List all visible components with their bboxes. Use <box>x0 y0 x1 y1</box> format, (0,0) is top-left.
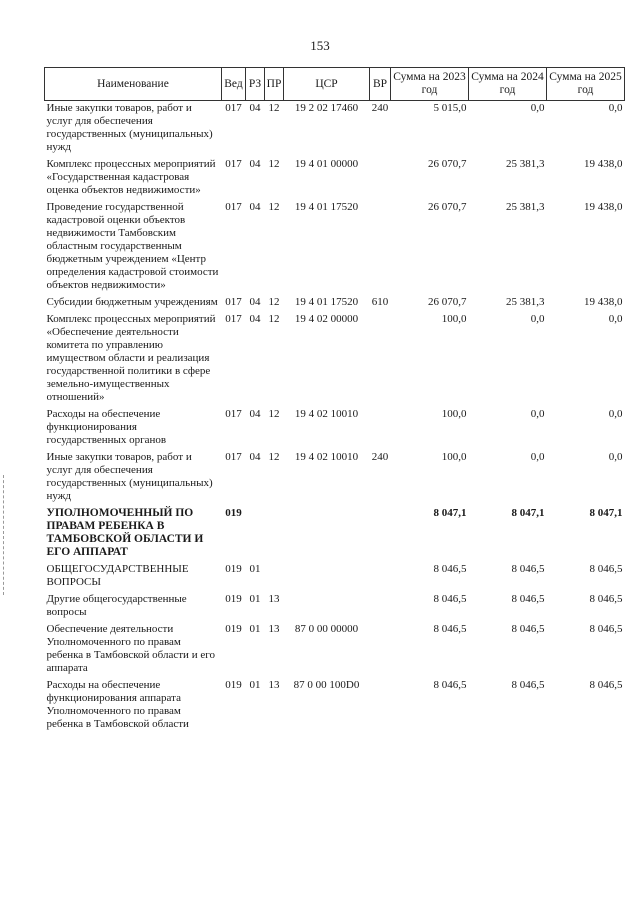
table-row <box>45 101 625 158</box>
cell-sum-2024: 0,0 <box>530 313 545 325</box>
cell-sum-2023: 100,0 <box>441 313 467 325</box>
cell-rz: 04 <box>249 296 261 308</box>
cell-sum-2023: 8 046,5 <box>433 593 467 605</box>
cell-vr <box>370 592 391 622</box>
cell-ved: 017 <box>225 313 242 325</box>
cell-vr: 240 <box>371 102 389 114</box>
cell-csr: 19 4 01 17520 <box>294 296 359 308</box>
cell-csr: 87 0 00 00000 <box>294 623 359 635</box>
cell-sum-2025: 0,0 <box>608 451 623 463</box>
cell-sum-2025: 0,0 <box>608 102 623 114</box>
cell-csr: 19 4 02 00000 <box>294 313 359 325</box>
table-row <box>45 157 625 200</box>
cell-ved: 019 <box>225 563 242 575</box>
cell-rz: 01 <box>249 593 261 605</box>
cell-sum-2025: 0,0 <box>608 313 623 325</box>
header-ved: Вед <box>222 68 246 101</box>
cell-rz: 04 <box>249 313 261 325</box>
cell-sum-2024: 0,0 <box>530 102 545 114</box>
cell-rz: 01 <box>249 623 261 635</box>
cell-sum-2023: 8 046,5 <box>433 679 467 691</box>
cell-sum-2024: 8 047,1 <box>511 507 545 519</box>
cell-pr: 12 <box>268 408 280 420</box>
header-sum-2023: Сумма на 2023 год <box>391 68 469 101</box>
cell-pr: 12 <box>268 451 280 463</box>
cell-csr <box>284 592 370 622</box>
cell-ved: 017 <box>225 201 242 213</box>
cell-sum-2023: 100,0 <box>441 451 467 463</box>
cell-name: Другие общегосударственные вопросы <box>46 593 187 618</box>
header-vr: ВР <box>370 68 391 101</box>
page-number: 153 <box>310 38 330 53</box>
cell-name: Иные закупки товаров, работ и услуг для обеспечения государственных (муниципальных) нужд <box>46 102 213 153</box>
cell-name: УПОЛНОМОЧЕННЫЙ ПО ПРАВАМ РЕБЕНКА В ТАМБОВСКОЙ ОБЛАСТИ И ЕГО АППАРАТ <box>46 507 204 558</box>
cell-ved: 019 <box>225 623 242 635</box>
cell-ved: 017 <box>225 451 242 463</box>
cell-ved: 019 <box>225 679 242 691</box>
cell-csr: 19 2 02 17460 <box>294 102 359 114</box>
cell-sum-2023: 8 046,5 <box>433 563 467 575</box>
cell-csr <box>284 562 370 592</box>
cell-sum-2023: 26 070,7 <box>428 201 467 213</box>
cell-sum-2024: 25 381,3 <box>506 158 545 170</box>
cell-pr: 12 <box>268 296 280 308</box>
cell-name: Иные закупки товаров, работ и услуг для обеспечения государственных (муниципальных) нужд <box>46 451 213 502</box>
cell-name: ОБЩЕГОСУДАРСТВЕННЫЕ ВОПРОСЫ <box>46 563 189 588</box>
header-sum-2024: Сумма на 2024 год <box>469 68 547 101</box>
cell-vr: 610 <box>371 296 389 308</box>
cell-sum-2023: 100,0 <box>441 408 467 420</box>
cell-pr: 12 <box>268 313 280 325</box>
cell-sum-2024: 8 046,5 <box>511 593 545 605</box>
cell-pr <box>265 562 284 592</box>
cell-name: Комплекс процессных мероприятий «Государственная кадастровая оценка объектов недвижимости» <box>46 158 216 196</box>
table-row <box>45 678 625 734</box>
cell-name: Комплекс процессных мероприятий «Обеспечение деятельности комитета по управлению имуществом области и реализация государственной политики в сфере земельно-имущественных отношений» <box>46 313 216 403</box>
cell-csr: 19 4 01 00000 <box>294 158 359 170</box>
cell-vr: 240 <box>371 451 389 463</box>
cell-rz: 04 <box>249 158 261 170</box>
header-csr: ЦСР <box>284 68 370 101</box>
cell-pr: 13 <box>268 623 280 635</box>
cell-ved: 019 <box>225 593 242 605</box>
cell-sum-2025: 19 438,0 <box>584 158 623 170</box>
cell-rz: 04 <box>249 201 261 213</box>
table-row <box>45 592 625 622</box>
header-name: Наименование <box>45 68 222 101</box>
cell-sum-2024: 0,0 <box>530 408 545 420</box>
cell-csr: 19 4 01 17520 <box>294 201 359 213</box>
cell-sum-2024: 8 046,5 <box>511 563 545 575</box>
cell-pr: 12 <box>268 158 280 170</box>
table-row <box>45 295 625 312</box>
cell-sum-2025: 8 046,5 <box>589 623 623 635</box>
cell-pr: 12 <box>268 201 280 213</box>
cell-name: Обеспечение деятельности Уполномоченного по правам ребенка в Тамбовской области и его аппарата <box>46 623 215 674</box>
cell-sum-2023: 26 070,7 <box>428 158 467 170</box>
cell-vr <box>370 407 391 450</box>
cell-pr: 13 <box>268 679 280 691</box>
cell-vr <box>370 200 391 295</box>
header-rz: РЗ <box>246 68 265 101</box>
cell-sum-2025: 19 438,0 <box>584 201 623 213</box>
cell-vr <box>370 562 391 592</box>
cell-rz: 04 <box>249 102 261 114</box>
cell-csr <box>284 506 370 562</box>
cell-ved: 017 <box>225 296 242 308</box>
cell-sum-2023: 5 015,0 <box>433 102 467 114</box>
cell-rz <box>246 506 265 562</box>
cell-ved: 019 <box>225 507 242 519</box>
cell-rz: 04 <box>249 451 261 463</box>
cell-rz: 01 <box>249 563 261 575</box>
cell-csr: 19 4 02 10010 <box>294 451 359 463</box>
cell-rz: 01 <box>249 679 261 691</box>
cell-vr <box>370 506 391 562</box>
cell-rz: 04 <box>249 408 261 420</box>
cell-sum-2025: 8 047,1 <box>589 507 623 519</box>
budget-table <box>44 67 625 734</box>
cell-sum-2023: 8 047,1 <box>433 507 467 519</box>
cell-sum-2025: 8 046,5 <box>589 679 623 691</box>
cell-sum-2025: 0,0 <box>608 408 623 420</box>
scan-edge-marks <box>3 475 6 595</box>
table-row <box>45 506 625 562</box>
cell-ved: 017 <box>225 102 242 114</box>
cell-vr <box>370 622 391 678</box>
cell-sum-2024: 25 381,3 <box>506 201 545 213</box>
cell-csr: 87 0 00 100D0 <box>293 679 360 691</box>
cell-sum-2023: 26 070,7 <box>428 296 467 308</box>
cell-csr: 19 4 02 10010 <box>294 408 359 420</box>
table-row <box>45 407 625 450</box>
cell-sum-2023: 8 046,5 <box>433 623 467 635</box>
table-row <box>45 312 625 407</box>
cell-ved: 017 <box>225 408 242 420</box>
cell-sum-2025: 19 438,0 <box>584 296 623 308</box>
cell-sum-2024: 8 046,5 <box>511 679 545 691</box>
cell-sum-2024: 8 046,5 <box>511 623 545 635</box>
cell-pr: 13 <box>268 593 280 605</box>
cell-name: Субсидии бюджетным учреждениям <box>46 296 218 308</box>
cell-sum-2025: 8 046,5 <box>589 593 623 605</box>
header-sum-2025: Сумма на 2025 год <box>547 68 625 101</box>
cell-pr <box>265 506 284 562</box>
table-row <box>45 622 625 678</box>
cell-ved: 017 <box>225 158 242 170</box>
table-body <box>45 101 625 735</box>
cell-vr <box>370 157 391 200</box>
cell-sum-2025: 8 046,5 <box>589 563 623 575</box>
cell-name: Проведение государственной кадастровой оценки объектов недвижимости Тамбовским областным государственным бюджетным учреждением «Центр определения кадастровой стоимости объектов недвижимости» <box>46 201 219 291</box>
table-header-row <box>45 68 625 101</box>
table-row <box>45 200 625 295</box>
cell-sum-2024: 0,0 <box>530 451 545 463</box>
cell-vr <box>370 678 391 734</box>
table-row <box>45 450 625 506</box>
header-pr: ПР <box>265 68 284 101</box>
table-row <box>45 562 625 592</box>
cell-vr <box>370 312 391 407</box>
cell-name: Расходы на обеспечение функционирования аппарата Уполномоченного по правам ребенка в Тамбовской области <box>46 679 189 730</box>
cell-sum-2024: 25 381,3 <box>506 296 545 308</box>
cell-name: Расходы на обеспечение функционирования государственных органов <box>46 408 167 446</box>
cell-pr: 12 <box>268 102 280 114</box>
